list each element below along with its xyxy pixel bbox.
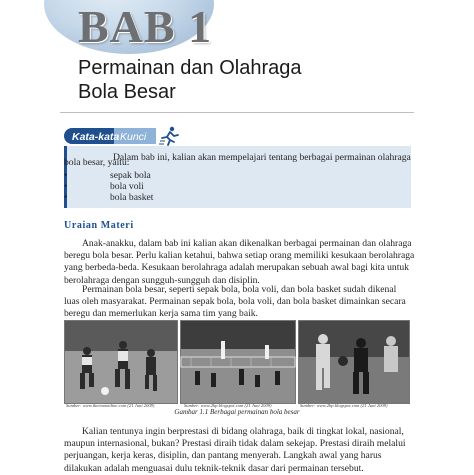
paragraph-3 xyxy=(64,426,408,475)
chapter-header xyxy=(0,0,474,112)
paragraph-line: Anak-anakku, dalam bab ini kalian akan dikenalkan berbagai permainan dan olahraga xyxy=(82,238,412,249)
paragraph-line: beregu dan memerlukan kerja sama tim yang baik. xyxy=(64,308,258,320)
title-divider xyxy=(60,112,414,113)
keywords-intro-cont xyxy=(64,157,410,169)
soccer-scene-image xyxy=(65,321,177,403)
keywords-list xyxy=(64,170,154,203)
chapter-title-line1: Permainan dan Olahraga xyxy=(78,57,302,79)
paragraph-1 xyxy=(64,238,415,287)
paragraph-line: dilakukan adalah menguasai dulu teknik-teknik dasar dari permainan tersebut. xyxy=(64,462,364,474)
photo-credit: Sumber: www.2bp.blogspot.com (21 Juni 2009) xyxy=(300,403,388,408)
volleyball-scene-image xyxy=(181,321,295,403)
photo-credit: Sumber: www.2bp.blogspot.com (21 Juni 2009) xyxy=(184,403,272,408)
paragraph-2 xyxy=(64,284,408,321)
keywords-intro-line2: bola besar, yaitu: xyxy=(64,157,130,168)
keywords-badge xyxy=(64,126,176,146)
photo-credit: Sumber: www.theemaonline.com (21 Juni 2009) xyxy=(66,403,155,408)
photo-basketball xyxy=(298,320,410,404)
keywords-list-item: • bola voli xyxy=(64,181,144,192)
paragraph-line: yang berbeda-beda. Kesukaan berolahraga adalah merupakan sebuah awal bagi kita untuk xyxy=(64,262,409,274)
paragraph-line: perjuangan, kerja keras, disiplin, dan pantang menyerah. Langkah awal yang harus xyxy=(64,450,382,462)
paragraph-line: berolahraga dengan sungguh-sungguh dan disiplin. xyxy=(64,274,260,286)
keywords-badge-label1: Kata-kata xyxy=(72,131,120,143)
section-title: Uraian Materi xyxy=(64,220,134,231)
paragraph-line: maupun internasional, bukan? Prestasi diraih tidak dalam sekejap. Prestasi diraih melalui xyxy=(64,438,406,450)
paragraph-line: luas oleh masyarakat. Permainan sepak bola, bola voli, dan bola basket dimainkan secara xyxy=(64,296,406,308)
keywords-list-item: • sepak bola xyxy=(64,170,151,181)
keywords-badge-label2: Kunci xyxy=(120,131,147,143)
chapter-number: BAB 1 xyxy=(78,1,213,52)
keywords-list-item: • bola basket xyxy=(64,192,154,203)
basketball-scene-image xyxy=(299,321,409,403)
chapter-title xyxy=(78,56,301,104)
paragraph-line: Permainan bola besar, seperti sepak bola, bola voli, dan bola basket sudah dikenal xyxy=(82,284,397,295)
paragraph-line: Kalian tentunya ingin berprestasi di bidang olahraga, baik di tingkat lokal, nasional, xyxy=(82,426,404,437)
paragraph-line: beregu bola besar. Perlu kalian ketahui, bahwa setiap orang memiliki kesukaan berolahraga xyxy=(64,250,415,262)
photo-soccer xyxy=(64,320,178,404)
keywords-badge-pill xyxy=(64,128,156,144)
photo-volleyball xyxy=(180,320,296,404)
figure-caption: Gambar 1.1 Berbagai permainan bola besar xyxy=(174,408,300,416)
keywords-intro-line1: Dalam bab ini, kalian akan mempelajari tentang berbagai permainan olahraga xyxy=(113,152,411,163)
chapter-title-line2: Bola Besar xyxy=(78,81,176,103)
runner-icon xyxy=(158,126,180,146)
